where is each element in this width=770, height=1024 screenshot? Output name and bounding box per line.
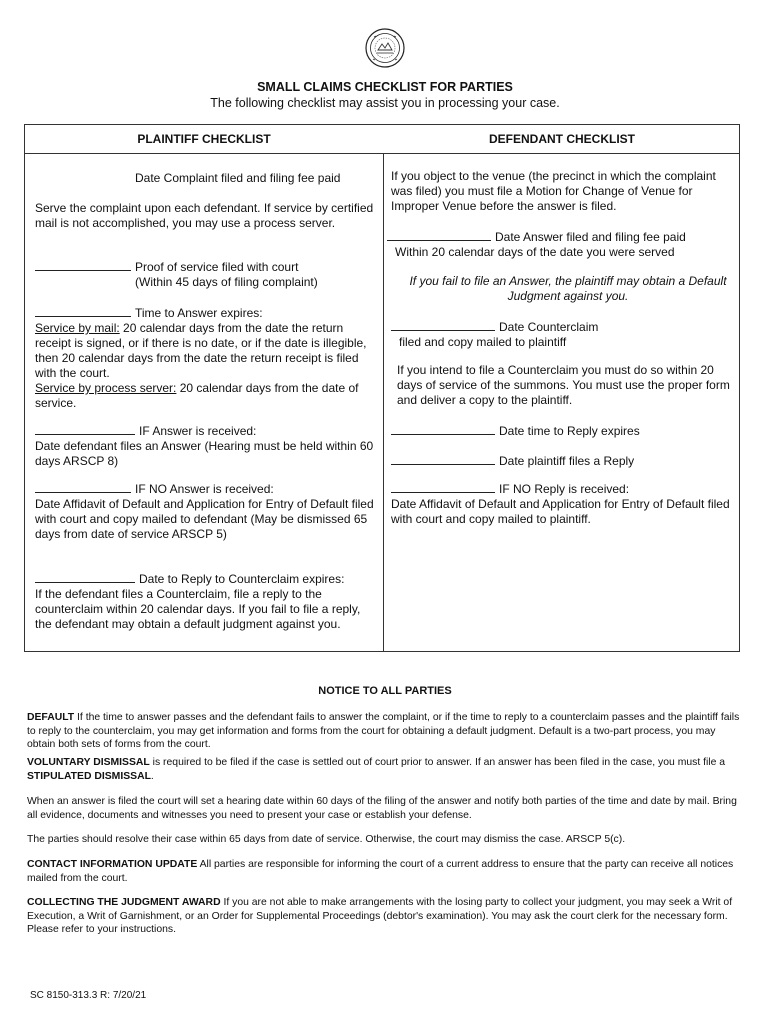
if-answer-item bbox=[35, 423, 380, 469]
venue-text: If you object to the venue (the precinct in which the complaint was filed) you must file a Motion for Change of Venue for Improper Venue before the answer is filed. bbox=[391, 169, 716, 213]
counterclaim-date-label: Date Counterclaim bbox=[499, 320, 599, 334]
voluntary-dismissal-paragraph bbox=[27, 756, 745, 783]
service-by-mail-text: 20 calendar days from the date the return receipt is signed, or if there is no date, or if the date is illegible, then 20 calendar days from the date the return receipt is filed with the court. bbox=[35, 321, 367, 380]
collecting-judgment-label: COLLECTING THE JUDGMENT AWARD bbox=[27, 897, 221, 908]
if-no-reply-blank[interactable] bbox=[391, 481, 495, 493]
collecting-judgment-paragraph bbox=[27, 896, 745, 937]
checklist-table bbox=[24, 124, 740, 652]
contact-info-text: All parties are responsible for informing the court of a current address to ensure that the party can receive all notices mailed from the court. bbox=[27, 859, 734, 884]
proof-of-service-blank[interactable] bbox=[35, 259, 131, 271]
reply-counterclaim-item bbox=[35, 571, 380, 632]
stipulated-dismissal-label: STIPULATED DISMISSAL bbox=[27, 770, 151, 782]
form-number: SC 8150-313.3 R: 7/20/21 bbox=[30, 990, 147, 1001]
proof-of-service-deadline: (Within 45 days of filing complaint) bbox=[135, 275, 318, 289]
if-no-answer-blank[interactable] bbox=[35, 481, 131, 493]
reply-counterclaim-label: Date to Reply to Counterclaim expires: bbox=[139, 572, 345, 586]
complaint-filed-label: Date Complaint filed and filing fee paid bbox=[135, 171, 341, 185]
reply-counterclaim-text: If the defendant files a Counterclaim, file a reply to the counterclaim within 20 calendar days. If you fail to file a reply, the defendant may obtain a default judgment against you. bbox=[35, 587, 361, 631]
voluntary-dismissal-text: is required to be filed if the case is settled out of court prior to answer. If an answer has been filed in the case, you must file a bbox=[149, 757, 726, 768]
contact-info-label: CONTACT INFORMATION UPDATE bbox=[27, 859, 198, 870]
service-by-server-label: Service by process server: bbox=[35, 381, 177, 395]
if-no-reply-label: IF NO Reply is received: bbox=[499, 482, 630, 496]
complaint-filed-item bbox=[35, 171, 380, 186]
plaintiff-reply-item bbox=[391, 453, 737, 469]
answer-filed-item bbox=[387, 229, 733, 260]
time-to-answer-item bbox=[35, 305, 380, 411]
counterclaim-item bbox=[391, 319, 737, 350]
answer-filed-blank[interactable] bbox=[387, 229, 491, 241]
counterclaim-instructions: If you intend to file a Counterclaim you must do so within 20 days of service of the summons. You must use the proper form and deliver a copy to the plaintiff. bbox=[397, 363, 730, 407]
checklist-header-row bbox=[25, 125, 739, 154]
fail-to-answer-warning: If you fail to file an Answer, the plaintiff may obtain a Default Judgment against you. bbox=[409, 274, 727, 303]
hearing-paragraph: When an answer is filed the court will set a hearing date within 60 days of the filing of the answer and notify both parties of the time and date by mail. Bring all evidence, documents and witnesses you need to present your case or establish your defense. bbox=[27, 796, 737, 821]
plaintiff-reply-label: Date plaintiff files a Reply bbox=[499, 454, 635, 468]
voluntary-dismissal-label: VOLUNTARY DISMISSAL bbox=[27, 757, 150, 768]
reply-expires-blank[interactable] bbox=[391, 423, 495, 435]
reply-expires-item bbox=[391, 423, 737, 439]
notice-title: NOTICE TO ALL PARTIES bbox=[318, 685, 452, 697]
answer-deadline: Within 20 calendar days of the date you were served bbox=[395, 245, 675, 259]
default-text: If the time to answer passes and the defendant fails to answer the complaint, or if the time to reply to a counterclaim passes and the plaintiff fails to reply to the counterclaim, you may get information and forms from the court for obtaining a default judgment. Default is a two-part process, you may obtain both sets of forms from the court. bbox=[27, 712, 740, 751]
service-by-server-text: 20 calendar days from the date of service. bbox=[35, 381, 359, 410]
document-subtitle: The following checklist may assist you in processing your case. bbox=[210, 96, 560, 110]
default-label: DEFAULT bbox=[27, 712, 75, 723]
reply-counterclaim-blank[interactable] bbox=[35, 571, 135, 583]
counterclaim-filed-label: filed and copy mailed to plaintiff bbox=[399, 335, 567, 349]
contact-info-paragraph bbox=[27, 858, 745, 885]
plaintiff-checklist-heading: PLAINTIFF CHECKLIST bbox=[137, 132, 271, 146]
resolve-paragraph: The parties should resolve their case within 65 days from date of service. Otherwise, the court may dismiss the case. ARSCP 5(c). bbox=[27, 834, 626, 845]
service-by-mail-label: Service by mail: bbox=[35, 321, 120, 335]
if-no-reply-text: Date Affidavit of Default and Application for Entry of Default filed with court and copy mailed to plaintiff. bbox=[391, 497, 730, 526]
answer-filed-label: Date Answer filed and filing fee paid bbox=[495, 230, 686, 244]
document-title: SMALL CLAIMS CHECKLIST FOR PARTIES bbox=[257, 80, 513, 94]
column-divider bbox=[383, 153, 384, 651]
reply-expires-label: Date time to Reply expires bbox=[499, 424, 640, 438]
if-answer-text: Date defendant files an Answer (Hearing must be held within 60 days ARSCP 8) bbox=[35, 439, 374, 468]
counterclaim-blank[interactable] bbox=[391, 319, 495, 331]
proof-of-service-label: Proof of service filed with court bbox=[135, 260, 299, 274]
if-no-answer-item bbox=[35, 481, 380, 542]
defendant-checklist-heading: DEFENDANT CHECKLIST bbox=[489, 132, 635, 146]
plaintiff-reply-blank[interactable] bbox=[391, 453, 495, 465]
if-answer-blank[interactable] bbox=[35, 423, 135, 435]
proof-of-service-item bbox=[35, 259, 380, 290]
serve-complaint-text: Serve the complaint upon each defendant. If service by certified mail is not accomplished, you may use a process server. bbox=[35, 201, 374, 230]
if-no-answer-label: IF NO Answer is received: bbox=[135, 482, 274, 496]
default-paragraph bbox=[27, 711, 745, 752]
complaint-filed-blank[interactable] bbox=[35, 171, 131, 182]
if-no-answer-text: Date Affidavit of Default and Application for Entry of Default filed with court and copy mailed to defendant (May be dismissed 65 days from date of service ARSCP 5) bbox=[35, 497, 374, 541]
county-seal-icon bbox=[365, 28, 405, 68]
if-answer-label: IF Answer is received: bbox=[139, 424, 257, 438]
if-no-reply-item bbox=[391, 481, 737, 527]
stipulated-dismissal-end: . bbox=[150, 770, 154, 782]
time-to-answer-label: Time to Answer expires: bbox=[135, 306, 263, 320]
collecting-judgment-text: If you are not able to make arrangements with the losing party to collect your judgment, you may seek a Writ of Execution, a Writ of Garnishment, or an Order for Supplemental Proceedings (debtor's examination). You may ask the court clerk for the necessary form. Please refer to your instructions. bbox=[27, 897, 733, 936]
time-to-answer-blank[interactable] bbox=[35, 305, 131, 317]
